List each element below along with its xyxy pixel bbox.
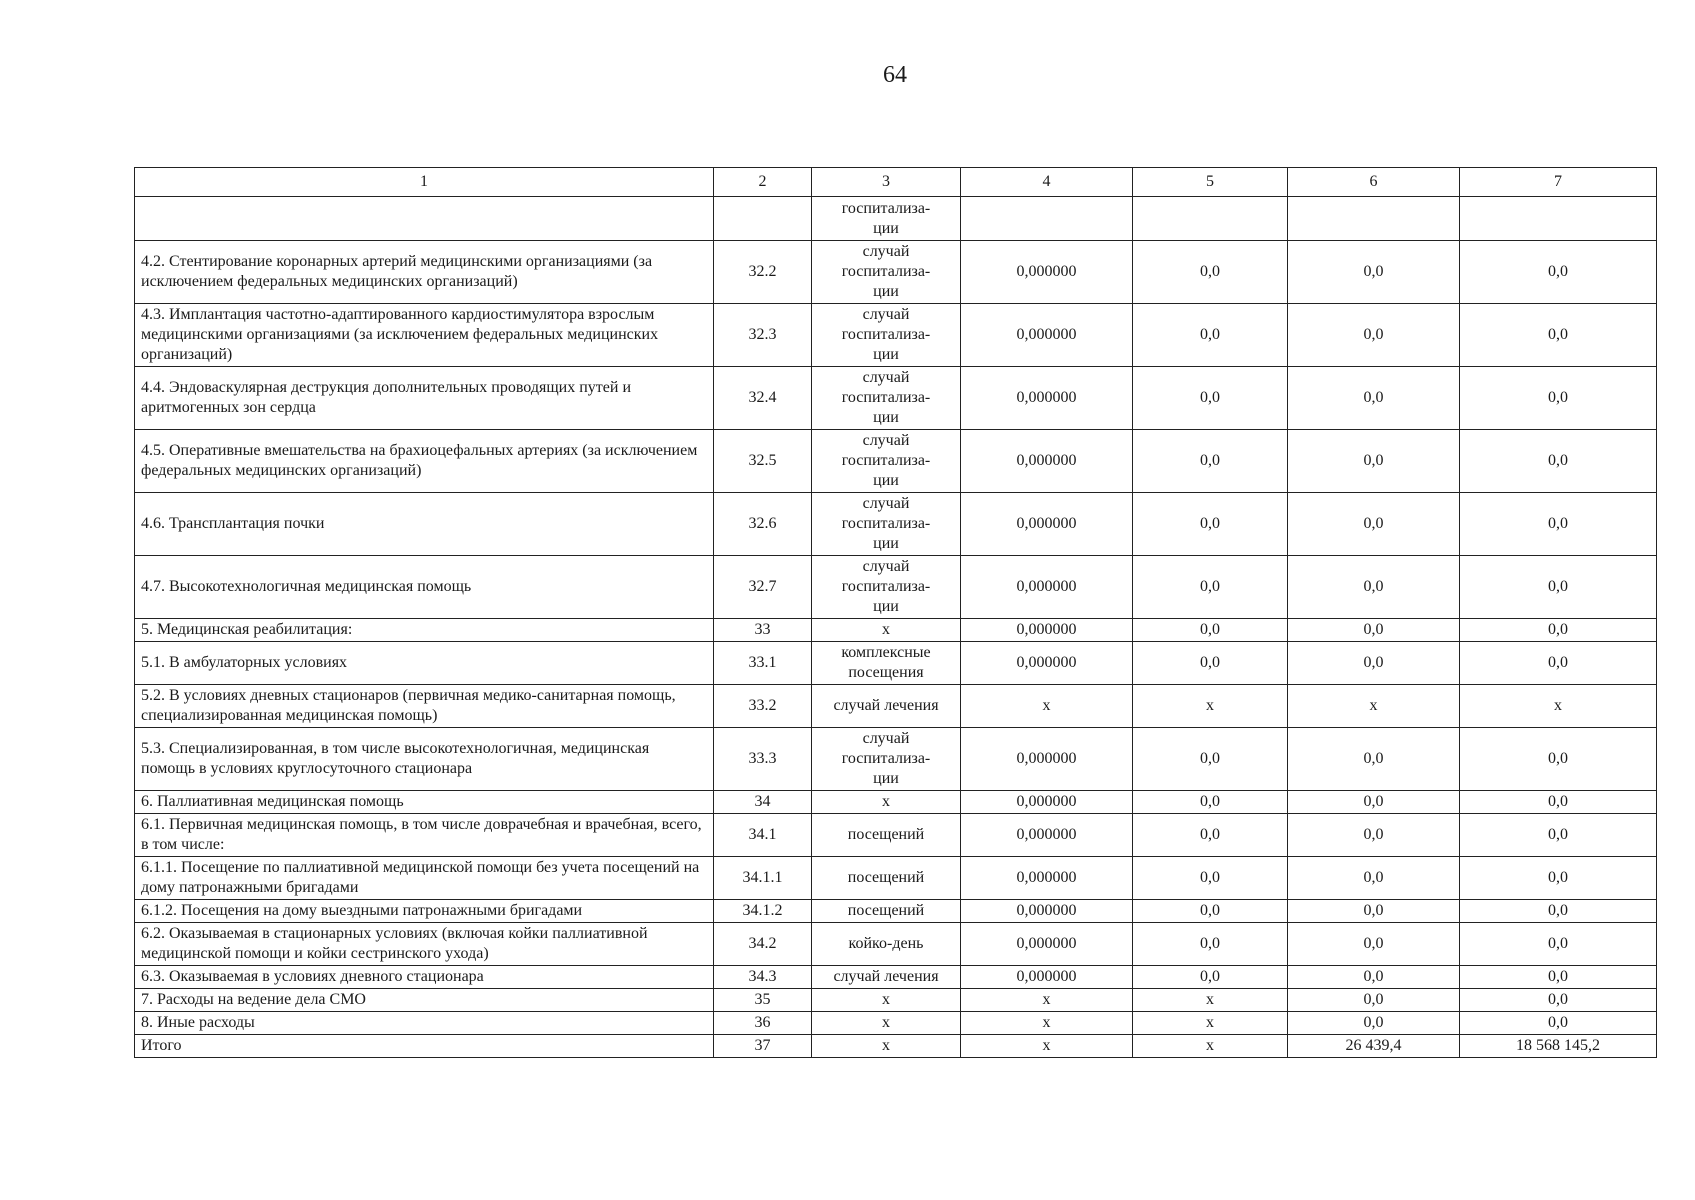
value-col6: 0,0 [1288, 857, 1460, 900]
row-number: 36 [714, 1012, 812, 1035]
row-label: 5.1. В амбулаторных условиях [135, 642, 714, 685]
value-col4: 0,000000 [961, 619, 1133, 642]
value-col6: 0,0 [1288, 1012, 1460, 1035]
row-label: 4.7. Высокотехнологичная медицинская помощь [135, 556, 714, 619]
row-number: 34.1.2 [714, 900, 812, 923]
unit-cell: посещений [812, 900, 961, 923]
value-col7 [1460, 197, 1657, 241]
unit-cell: х [812, 989, 961, 1012]
table-row [135, 728, 1657, 791]
value-col7: 0,0 [1460, 814, 1657, 857]
value-col5 [1133, 197, 1288, 241]
table-row [135, 197, 1657, 241]
header-cell: 7 [1460, 168, 1657, 197]
value-col6: 26 439,4 [1288, 1035, 1460, 1058]
header-row [135, 168, 1657, 197]
unit-cell: случай госпитализа- ции [812, 367, 961, 430]
value-col7: 0,0 [1460, 556, 1657, 619]
value-col7: 0,0 [1460, 493, 1657, 556]
row-number: 32.5 [714, 430, 812, 493]
value-col5: 0,0 [1133, 728, 1288, 791]
unit-cell: х [812, 619, 961, 642]
table-row [135, 493, 1657, 556]
value-col7: х [1460, 685, 1657, 728]
row-label [135, 197, 714, 241]
row-label: 4.4. Эндоваскулярная деструкция дополнительных проводящих путей и аритмогенных зон сердца [135, 367, 714, 430]
table-row [135, 685, 1657, 728]
row-number: 37 [714, 1035, 812, 1058]
value-col7: 0,0 [1460, 241, 1657, 304]
value-col7: 0,0 [1460, 966, 1657, 989]
table-row [135, 367, 1657, 430]
value-col4: 0,000000 [961, 556, 1133, 619]
value-col5: 0,0 [1133, 900, 1288, 923]
unit-cell: койко-день [812, 923, 961, 966]
value-col7: 0,0 [1460, 642, 1657, 685]
value-col5: х [1133, 1035, 1288, 1058]
value-col6: 0,0 [1288, 923, 1460, 966]
header-cell: 4 [961, 168, 1133, 197]
row-label: 4.6. Трансплантация почки [135, 493, 714, 556]
row-number: 33.1 [714, 642, 812, 685]
row-label: 6.1.2. Посещения на дому выездными патронажными бригадами [135, 900, 714, 923]
row-number: 34.1 [714, 814, 812, 857]
value-col6 [1288, 197, 1460, 241]
data-table [134, 167, 1657, 1058]
row-label: 5. Медицинская реабилитация: [135, 619, 714, 642]
table-row [135, 1035, 1657, 1058]
row-number: 34.1.1 [714, 857, 812, 900]
value-col7: 0,0 [1460, 304, 1657, 367]
value-col5: 0,0 [1133, 304, 1288, 367]
unit-cell: случай госпитализа- ции [812, 430, 961, 493]
value-col4: х [961, 685, 1133, 728]
value-col6: 0,0 [1288, 493, 1460, 556]
value-col6: 0,0 [1288, 814, 1460, 857]
unit-cell: посещений [812, 857, 961, 900]
row-label: 5.3. Специализированная, в том числе высокотехнологичная, медицинская помощь в условиях круглосуточного стационара [135, 728, 714, 791]
value-col4: х [961, 1035, 1133, 1058]
value-col4: 0,000000 [961, 728, 1133, 791]
value-col5: 0,0 [1133, 367, 1288, 430]
value-col7: 0,0 [1460, 728, 1657, 791]
value-col5: 0,0 [1133, 857, 1288, 900]
row-label: 5.2. В условиях дневных стационаров (первичная медико-санитарная помощь, специализированная медицинская помощь) [135, 685, 714, 728]
row-number: 32.7 [714, 556, 812, 619]
unit-cell: случай госпитализа- ции [812, 304, 961, 367]
value-col6: 0,0 [1288, 430, 1460, 493]
value-col4: 0,000000 [961, 304, 1133, 367]
table-row [135, 430, 1657, 493]
value-col6: 0,0 [1288, 556, 1460, 619]
value-col7: 0,0 [1460, 923, 1657, 966]
header-cell: 1 [135, 168, 714, 197]
value-col4: х [961, 1012, 1133, 1035]
value-col4: 0,000000 [961, 241, 1133, 304]
value-col4: х [961, 989, 1133, 1012]
table-row [135, 900, 1657, 923]
unit-cell: случай госпитализа- ции [812, 493, 961, 556]
unit-cell: х [812, 791, 961, 814]
value-col4: 0,000000 [961, 814, 1133, 857]
value-col6: 0,0 [1288, 728, 1460, 791]
table-row [135, 556, 1657, 619]
value-col4: 0,000000 [961, 966, 1133, 989]
row-number: 34 [714, 791, 812, 814]
value-col5: 0,0 [1133, 791, 1288, 814]
value-col4: 0,000000 [961, 430, 1133, 493]
value-col4: 0,000000 [961, 367, 1133, 430]
unit-cell: посещений [812, 814, 961, 857]
value-col6: 0,0 [1288, 642, 1460, 685]
row-number [714, 197, 812, 241]
value-col5: 0,0 [1133, 241, 1288, 304]
unit-cell: комплексные посещения [812, 642, 961, 685]
value-col6: 0,0 [1288, 989, 1460, 1012]
value-col5: 0,0 [1133, 814, 1288, 857]
row-label: Итого [135, 1035, 714, 1058]
value-col6: х [1288, 685, 1460, 728]
table-row [135, 1012, 1657, 1035]
value-col6: 0,0 [1288, 791, 1460, 814]
value-col7: 0,0 [1460, 989, 1657, 1012]
value-col5: 0,0 [1133, 556, 1288, 619]
table-row [135, 966, 1657, 989]
value-col6: 0,0 [1288, 966, 1460, 989]
value-col7: 0,0 [1460, 430, 1657, 493]
unit-cell: случай госпитализа- ции [812, 241, 961, 304]
row-number: 32.3 [714, 304, 812, 367]
unit-cell: случай госпитализа- ции [812, 556, 961, 619]
value-col7: 0,0 [1460, 619, 1657, 642]
header-cell: 6 [1288, 168, 1460, 197]
value-col5: х [1133, 1012, 1288, 1035]
value-col7: 0,0 [1460, 367, 1657, 430]
unit-cell: х [812, 1012, 961, 1035]
value-col5: х [1133, 989, 1288, 1012]
value-col5: 0,0 [1133, 493, 1288, 556]
row-number: 32.2 [714, 241, 812, 304]
row-label: 4.5. Оперативные вмешательства на брахиоцефальных артериях (за исключением федеральных медицинских организаций) [135, 430, 714, 493]
table-row [135, 642, 1657, 685]
page-number: 64 [883, 62, 907, 88]
value-col6: 0,0 [1288, 619, 1460, 642]
value-col4: 0,000000 [961, 791, 1133, 814]
row-number: 34.3 [714, 966, 812, 989]
unit-cell: х [812, 1035, 961, 1058]
row-number: 33.3 [714, 728, 812, 791]
table-row [135, 619, 1657, 642]
value-col7: 0,0 [1460, 791, 1657, 814]
unit-cell: случай лечения [812, 685, 961, 728]
value-col4: 0,000000 [961, 900, 1133, 923]
table-row [135, 857, 1657, 900]
value-col5: 0,0 [1133, 619, 1288, 642]
value-col7: 0,0 [1460, 900, 1657, 923]
value-col5: 0,0 [1133, 642, 1288, 685]
table-row [135, 241, 1657, 304]
row-number: 33.2 [714, 685, 812, 728]
value-col4: 0,000000 [961, 923, 1133, 966]
header-cell: 2 [714, 168, 812, 197]
value-col5: 0,0 [1133, 966, 1288, 989]
row-label: 6.3. Оказываемая в условиях дневного стационара [135, 966, 714, 989]
value-col4: 0,000000 [961, 857, 1133, 900]
row-label: 7. Расходы на ведение дела СМО [135, 989, 714, 1012]
value-col5: х [1133, 685, 1288, 728]
row-label: 8. Иные расходы [135, 1012, 714, 1035]
value-col4: 0,000000 [961, 493, 1133, 556]
value-col6: 0,0 [1288, 367, 1460, 430]
table-row [135, 923, 1657, 966]
table-row [135, 814, 1657, 857]
row-label: 4.3. Имплантация частотно-адаптированного кардиостимулятора взрослым медицинскими организациями (за исключением федеральных медицинских организаций) [135, 304, 714, 367]
value-col5: 0,0 [1133, 923, 1288, 966]
header-cell: 3 [812, 168, 961, 197]
value-col7: 0,0 [1460, 857, 1657, 900]
row-label: 6. Паллиативная медицинская помощь [135, 791, 714, 814]
value-col5: 0,0 [1133, 430, 1288, 493]
row-number: 32.4 [714, 367, 812, 430]
value-col7: 18 568 145,2 [1460, 1035, 1657, 1058]
header-cell: 5 [1133, 168, 1288, 197]
row-label: 4.2. Стентирование коронарных артерий медицинскими организациями (за исключением федеральных медицинских организаций) [135, 241, 714, 304]
unit-cell: случай лечения [812, 966, 961, 989]
value-col4 [961, 197, 1133, 241]
unit-cell: госпитализа- ции [812, 197, 961, 241]
table-row [135, 989, 1657, 1012]
row-number: 33 [714, 619, 812, 642]
value-col4: 0,000000 [961, 642, 1133, 685]
table-row [135, 791, 1657, 814]
value-col6: 0,0 [1288, 241, 1460, 304]
row-label: 6.1. Первичная медицинская помощь, в том числе доврачебная и врачебная, всего, в том числе: [135, 814, 714, 857]
value-col7: 0,0 [1460, 1012, 1657, 1035]
value-col6: 0,0 [1288, 304, 1460, 367]
table-row [135, 304, 1657, 367]
row-number: 35 [714, 989, 812, 1012]
unit-cell: случай госпитализа- ции [812, 728, 961, 791]
row-number: 34.2 [714, 923, 812, 966]
row-label: 6.1.1. Посещение по паллиативной медицинской помощи без учета посещений на дому патронажными бригадами [135, 857, 714, 900]
row-number: 32.6 [714, 493, 812, 556]
row-label: 6.2. Оказываемая в стационарных условиях (включая койки паллиативной медицинской помощи и койки сестринского ухода) [135, 923, 714, 966]
value-col6: 0,0 [1288, 900, 1460, 923]
